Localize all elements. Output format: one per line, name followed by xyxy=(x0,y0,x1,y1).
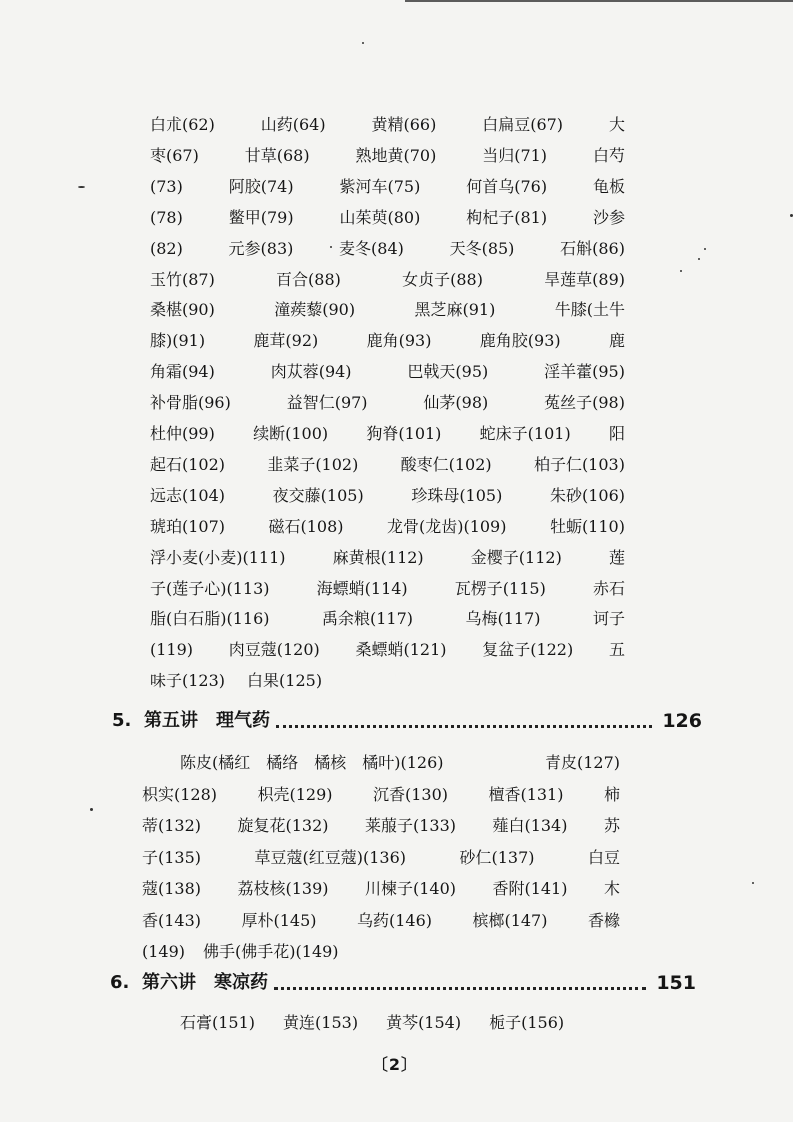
medicine-entry: 苏 xyxy=(603,816,620,835)
medicine-entry: 金樱子(112) xyxy=(470,548,562,567)
contents-line xyxy=(150,576,625,602)
section-5-number: 5. xyxy=(112,710,132,731)
contents-line xyxy=(150,205,625,231)
medicine-entry: 龙骨(龙齿)(109) xyxy=(386,517,507,536)
medicine-entry: 木 xyxy=(603,879,620,898)
section-6-line xyxy=(180,1010,564,1036)
section-6-title: 第六讲 寒凉药 xyxy=(142,972,268,993)
medicine-entry: 山茱萸(80) xyxy=(339,208,421,227)
medicine-entry: 草豆蔻(红豆蔻)(136) xyxy=(254,848,407,867)
medicine-entry: 淫羊藿(95) xyxy=(544,362,625,381)
medicine-entry: 琥珀(107) xyxy=(150,517,226,536)
medicine-entry: 桑椹(90) xyxy=(150,300,215,319)
contents-line xyxy=(150,328,625,354)
section-5-page-number: 126 xyxy=(662,710,702,732)
medicine-entry: 五 xyxy=(608,640,625,659)
medicine-entry: 天冬(85) xyxy=(449,239,515,258)
medicine-entry: 禹余粮(117) xyxy=(321,609,414,628)
medicine-entry: 麻黄根(112) xyxy=(332,548,424,567)
medicine-entry: 槟榔(147) xyxy=(472,911,548,930)
medicine-entry: 白芍 xyxy=(592,146,625,165)
medicine-entry: 香附(141) xyxy=(492,879,568,898)
medicine-entry: 瓦楞子(115) xyxy=(454,579,546,598)
medicine-entry: 元参(83) xyxy=(228,239,294,258)
section-5-title: 第五讲 理气药 xyxy=(144,710,270,731)
medicine-entry: 甘草(68) xyxy=(244,146,310,165)
contents-line xyxy=(150,514,625,540)
medicine-entry: 巴戟天(95) xyxy=(407,362,489,381)
scan-speck xyxy=(362,42,364,44)
contents-line xyxy=(150,359,625,385)
medicine-entry: (82) xyxy=(150,239,183,258)
section-6-page-number: 151 xyxy=(656,972,696,994)
section-6-number: 6. xyxy=(110,972,130,993)
medicine-entry: 鹿角胶(93) xyxy=(479,331,561,350)
medicine-entry: (149) xyxy=(142,942,186,961)
medicine-entry: 白果(125) xyxy=(247,671,323,690)
medicine-entry: 山药(64) xyxy=(260,115,326,134)
medicine-entry: 砂仁(137) xyxy=(459,848,535,867)
contents-line xyxy=(150,236,625,262)
medicine-entry: 乌药(146) xyxy=(356,911,432,930)
medicine-entry: 麦冬(84) xyxy=(339,239,404,258)
contents-line xyxy=(150,545,625,571)
medicine-entry: 龟板 xyxy=(592,177,625,196)
medicine-entry: 当归(71) xyxy=(482,146,548,165)
medicine-entry: 何首乌(76) xyxy=(466,177,548,196)
medicine-entry: (119) xyxy=(150,640,194,659)
medicine-entry: 海螵蛸(114) xyxy=(316,579,408,598)
medicine-entry: 浮小麦(小麦)(111) xyxy=(150,548,286,567)
medicine-entry: 旱莲草(89) xyxy=(544,270,625,289)
medicine-entry: 白朮(62) xyxy=(150,115,215,134)
medicine-entry: 潼蒺藜(90) xyxy=(274,300,356,319)
medicine-entry: 牡蛎(110) xyxy=(549,517,625,536)
medicine-entry: 蒂(132) xyxy=(142,816,202,835)
medicine-entry: 鳖甲(79) xyxy=(228,208,294,227)
medicine-entry: 黄连(153) xyxy=(283,1013,359,1032)
medicine-entry: 益智仁(97) xyxy=(286,393,368,412)
contents-line xyxy=(150,143,625,169)
medicine-entry: 肉苁蓉(94) xyxy=(270,362,352,381)
medicine-entry: 玉竹(87) xyxy=(150,270,215,289)
medicine-entry: 膝)(91) xyxy=(150,331,206,350)
medicine-entry: 鹿茸(92) xyxy=(253,331,319,350)
contents-line xyxy=(150,112,625,138)
medicine-entry: 川楝子(140) xyxy=(364,879,456,898)
medicine-entry: 百合(88) xyxy=(276,270,341,289)
medicine-entry: 黑芝麻(91) xyxy=(414,300,496,319)
medicine-entry: 陈皮(橘红 橘络 橘核 橘叶)(126) xyxy=(180,753,444,772)
medicine-entry: 黄芩(154) xyxy=(386,1013,462,1032)
medicine-entry: 磁石(108) xyxy=(268,517,344,536)
medicine-entry: 乌梅(117) xyxy=(465,609,541,628)
medicine-entry: 香(143) xyxy=(142,911,202,930)
medicine-entry: 鹿 xyxy=(608,331,625,350)
medicine-entry: 香橼 xyxy=(587,911,620,930)
medicine-entry: 薤白(134) xyxy=(492,816,568,835)
medicine-entry: 白扁豆(67) xyxy=(482,115,564,134)
section-5-line xyxy=(180,750,620,776)
medicine-entry: 荔枝核(139) xyxy=(237,879,329,898)
section-5-line xyxy=(142,939,339,965)
medicine-entry: 栀子(156) xyxy=(489,1013,565,1032)
scan-speck xyxy=(330,246,332,248)
medicine-entry: 诃子 xyxy=(592,609,625,628)
medicine-entry: 杜仲(99) xyxy=(150,424,215,443)
contents-line xyxy=(150,267,625,293)
medicine-entry: 续断(100) xyxy=(253,424,329,443)
medicine-entry: 莱菔子(133) xyxy=(364,816,456,835)
medicine-entry: 脂(白石脂)(116) xyxy=(150,609,270,628)
contents-line xyxy=(150,637,625,663)
medicine-entry: 起石(102) xyxy=(150,455,226,474)
medicine-entry: 莲 xyxy=(608,548,625,567)
medicine-entry: 枳壳(129) xyxy=(257,785,333,804)
medicine-entry: 女贞子(88) xyxy=(402,270,483,289)
scan-speck xyxy=(78,186,85,188)
medicine-entry: 蛇床子(101) xyxy=(479,424,571,443)
medicine-entry: 檀香(131) xyxy=(488,785,564,804)
medicine-entry: 旋复花(132) xyxy=(237,816,329,835)
medicine-entry: 青皮(127) xyxy=(544,753,620,772)
contents-line xyxy=(150,174,625,200)
medicine-entry: 柿 xyxy=(603,785,620,804)
medicine-entry: 鹿角(93) xyxy=(366,331,432,350)
medicine-entry: 味子(123) xyxy=(150,671,226,690)
contents-line xyxy=(150,297,625,323)
medicine-entry: 桑螵蛸(121) xyxy=(355,640,447,659)
section-6-heading xyxy=(110,968,696,998)
section-6-leader-dots xyxy=(274,987,646,990)
medicine-entry: 菟丝子(98) xyxy=(544,393,625,412)
medicine-entry: 厚朴(145) xyxy=(241,911,317,930)
medicine-entry: 牛膝(土牛 xyxy=(554,300,625,319)
medicine-entry: 补骨脂(96) xyxy=(150,393,231,412)
medicine-entry: 朱砂(106) xyxy=(549,486,625,505)
scan-speck xyxy=(704,248,706,250)
medicine-entry: 子(莲子心)(113) xyxy=(150,579,270,598)
medicine-entry: 黄精(66) xyxy=(371,115,437,134)
medicine-entry: 枸杞子(81) xyxy=(466,208,548,227)
contents-line xyxy=(150,668,322,694)
medicine-entry: 枣(67) xyxy=(150,146,199,165)
medicine-entry: 复盆子(122) xyxy=(482,640,574,659)
medicine-entry: 远志(104) xyxy=(150,486,226,505)
medicine-entry: 沙参 xyxy=(592,208,625,227)
medicine-entry: 佛手(佛手花)(149) xyxy=(203,942,339,961)
medicine-entry: 珍珠母(105) xyxy=(411,486,503,505)
medicine-entry: 角霜(94) xyxy=(150,362,215,381)
scan-speck xyxy=(698,258,700,260)
contents-line xyxy=(150,483,625,509)
medicine-entry: 子(135) xyxy=(142,848,202,867)
medicine-entry: 夜交藤(105) xyxy=(272,486,364,505)
medicine-entry: 肉豆蔻(120) xyxy=(228,640,320,659)
medicine-entry: 酸枣仁(102) xyxy=(400,455,492,474)
section-5-line xyxy=(142,876,620,902)
medicine-entry: 石膏(151) xyxy=(180,1013,256,1032)
contents-line xyxy=(150,606,625,632)
section-5-line xyxy=(142,782,620,808)
contents-line xyxy=(150,421,625,447)
scan-speck xyxy=(752,882,754,884)
contents-line xyxy=(150,452,625,478)
medicine-entry: 大 xyxy=(608,115,625,134)
section-5-heading xyxy=(112,706,702,736)
medicine-entry: 赤石 xyxy=(592,579,625,598)
medicine-entry: 蔻(138) xyxy=(142,879,202,898)
medicine-entry: 枳实(128) xyxy=(142,785,218,804)
scan-speck xyxy=(90,808,93,811)
medicine-entry: 阳 xyxy=(608,424,625,443)
medicine-entry: (78) xyxy=(150,208,183,227)
medicine-entry: 韭菜子(102) xyxy=(267,455,359,474)
contents-line xyxy=(150,390,625,416)
section-5-line xyxy=(142,813,620,839)
section-5-line xyxy=(142,845,620,871)
medicine-entry: (73) xyxy=(150,177,183,196)
medicine-entry: 白豆 xyxy=(587,848,620,867)
medicine-entry: 石斛(86) xyxy=(560,239,625,258)
medicine-entry: 熟地黄(70) xyxy=(355,146,437,165)
medicine-entry: 阿胶(74) xyxy=(228,177,294,196)
section-5-leader-dots xyxy=(276,725,652,728)
medicine-entry: 狗脊(101) xyxy=(366,424,442,443)
medicine-entry: 柏子仁(103) xyxy=(533,455,625,474)
page-folio: 〔2〕 xyxy=(371,1055,419,1074)
medicine-entry: 紫河车(75) xyxy=(339,177,421,196)
medicine-entry: 沉香(130) xyxy=(372,785,448,804)
medicine-entry: 仙茅(98) xyxy=(423,393,489,412)
scan-speck xyxy=(680,270,682,272)
section-5-line xyxy=(142,908,620,934)
